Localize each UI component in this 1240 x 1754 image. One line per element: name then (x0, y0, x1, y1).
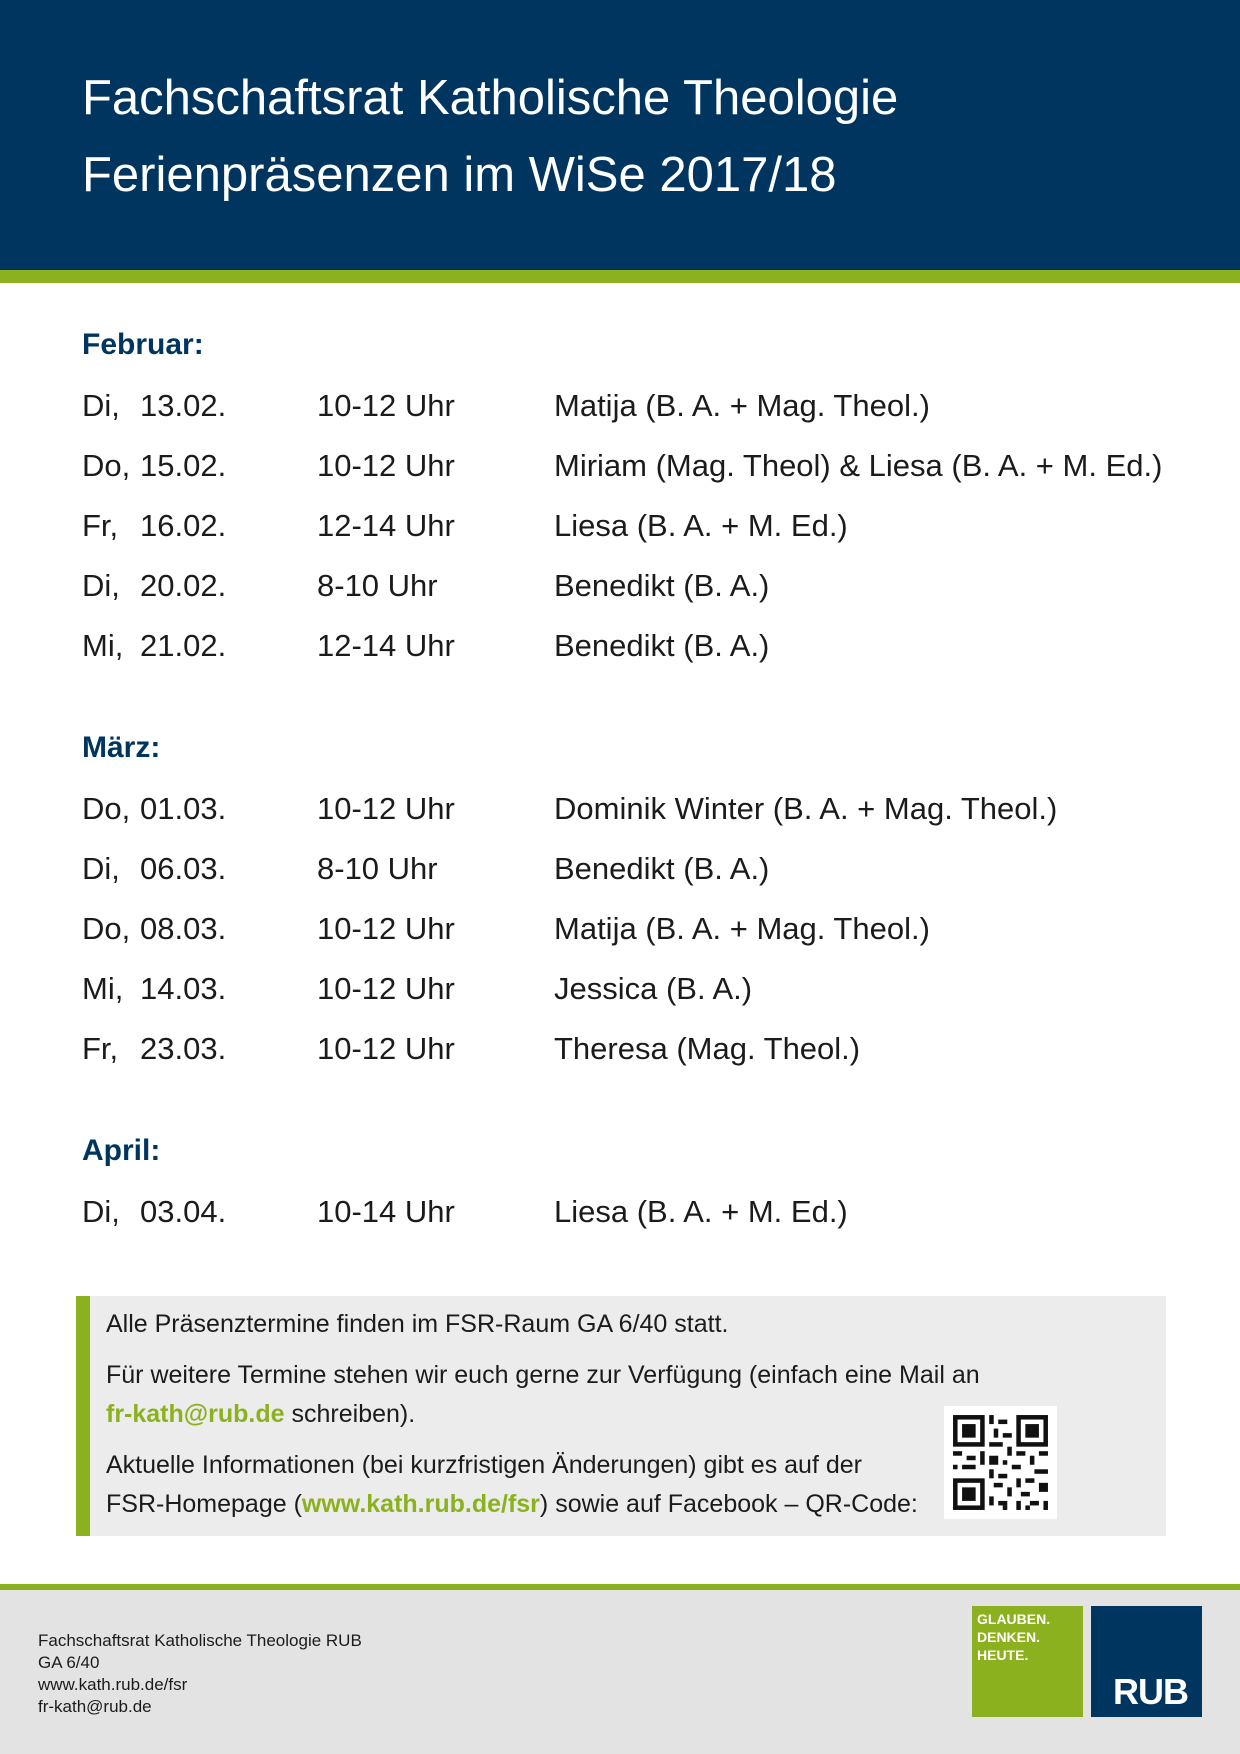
email-link[interactable]: fr-kath@rub.de (106, 1400, 285, 1428)
row-person: Benedikt (B. A.) (554, 628, 770, 663)
row-day: Mi, (82, 628, 124, 663)
row-date: 23.03. (140, 1031, 227, 1066)
slogan-line-2: DENKEN. (977, 1629, 1041, 1645)
row-day: Do, (82, 448, 131, 483)
schedule-row (0, 564, 1240, 608)
footer-room: GA 6/40 (38, 1653, 100, 1672)
row-person: Benedikt (B. A.) (554, 568, 770, 603)
row-person: Benedikt (B. A.) (554, 851, 770, 886)
row-time: 10-12 Uhr (317, 911, 455, 946)
info-contact-line (106, 1397, 415, 1431)
row-person: Miriam (Mag. Theol) & Liesa (B. A. + M. Ed.) (554, 448, 1163, 483)
info-homepage-line (106, 1487, 918, 1521)
row-day: Mi, (82, 971, 124, 1006)
schedule-row (0, 1027, 1240, 1071)
row-person: Liesa (B. A. + M. Ed.) (554, 508, 848, 543)
row-day: Di, (82, 568, 120, 603)
row-time: 10-12 Uhr (317, 971, 455, 1006)
slogan-logo (972, 1606, 1083, 1717)
slogan-line-1: GLAUBEN. (977, 1611, 1051, 1627)
slogan-line-3: HEUTE. (977, 1647, 1029, 1663)
homepage-link[interactable]: www.kath.rub.de/fsr (301, 1490, 540, 1518)
month-heading-februar: Februar: (82, 328, 204, 361)
rub-logo-text: RUB (1113, 1671, 1188, 1712)
rub-logo (1091, 1606, 1202, 1717)
info-contact-suffix: schreiben). (284, 1400, 416, 1428)
schedule-row (0, 967, 1240, 1011)
page-subtitle: Ferienpräsenzen im WiSe 2017/18 (82, 148, 837, 202)
row-person: Dominik Winter (B. A. + Mag. Theol.) (554, 791, 1058, 826)
schedule-row (0, 787, 1240, 831)
row-time: 10-12 Uhr (317, 791, 455, 826)
row-time: 10-12 Uhr (317, 388, 455, 423)
row-day: Di, (82, 851, 120, 886)
row-date: 06.03. (140, 851, 227, 886)
row-date: 15.02. (140, 448, 227, 483)
row-day: Di, (82, 388, 120, 423)
row-date: 08.03. (140, 911, 227, 946)
qr-code-icon[interactable] (944, 1406, 1057, 1519)
info-contact-text: Für weitere Termine stehen wir euch gerne zur Verfügung (einfach eine Mail an (106, 1361, 980, 1389)
row-day: Do, (82, 791, 131, 826)
schedule-row (0, 504, 1240, 548)
row-time: 10-12 Uhr (317, 1031, 455, 1066)
info-news-text: Aktuelle Informationen (bei kurzfristigen Änderungen) gibt es auf der (106, 1451, 862, 1479)
schedule-row (0, 847, 1240, 891)
schedule-row (0, 1190, 1240, 1234)
row-day: Fr, (82, 1031, 119, 1066)
info-accent-bar (76, 1296, 90, 1536)
row-day: Di, (82, 1194, 120, 1229)
schedule-row (0, 624, 1240, 668)
row-date: 21.02. (140, 628, 227, 663)
row-date: 16.02. (140, 508, 227, 543)
header-banner (0, 0, 1240, 270)
schedule-row (0, 907, 1240, 951)
footer-organisation: Fachschaftsrat Katholische Theologie RUB (38, 1631, 362, 1650)
schedule-row (0, 384, 1240, 428)
info-location-text: Alle Präsenztermine finden im FSR-Raum GA 6/40 statt. (106, 1310, 729, 1338)
info-homepage-suffix: ) sowie auf Facebook – QR-Code: (539, 1490, 918, 1518)
row-time: 8-10 Uhr (317, 568, 438, 603)
info-homepage-prefix: FSR-Homepage ( (106, 1490, 302, 1518)
row-day: Do, (82, 911, 131, 946)
footer-website[interactable]: www.kath.rub.de/fsr (38, 1675, 188, 1694)
qr-code-graphic (944, 1406, 1057, 1519)
row-time: 12-14 Uhr (317, 508, 455, 543)
row-time: 12-14 Uhr (317, 628, 455, 663)
row-date: 13.02. (140, 388, 227, 423)
month-heading-maerz: März: (82, 731, 161, 764)
footer-email[interactable]: fr-kath@rub.de (38, 1697, 152, 1716)
row-date: 01.03. (140, 791, 227, 826)
row-date: 03.04. (140, 1194, 227, 1229)
page-title: Fachschaftsrat Katholische Theologie (82, 71, 899, 125)
row-person: Jessica (B. A.) (554, 971, 753, 1006)
info-box (76, 1296, 1166, 1536)
row-day: Fr, (82, 508, 119, 543)
row-time: 10-14 Uhr (317, 1194, 455, 1229)
row-person: Liesa (B. A. + M. Ed.) (554, 1194, 848, 1229)
month-heading-april: April: (82, 1134, 161, 1167)
schedule-row (0, 444, 1240, 488)
row-time: 8-10 Uhr (317, 851, 438, 886)
row-person: Matija (B. A. + Mag. Theol.) (554, 911, 930, 946)
header-accent-stripe (0, 270, 1240, 283)
row-time: 10-12 Uhr (317, 448, 455, 483)
row-date: 20.02. (140, 568, 227, 603)
row-date: 14.03. (140, 971, 227, 1006)
row-person: Matija (B. A. + Mag. Theol.) (554, 388, 930, 423)
row-person: Theresa (Mag. Theol.) (554, 1031, 861, 1066)
